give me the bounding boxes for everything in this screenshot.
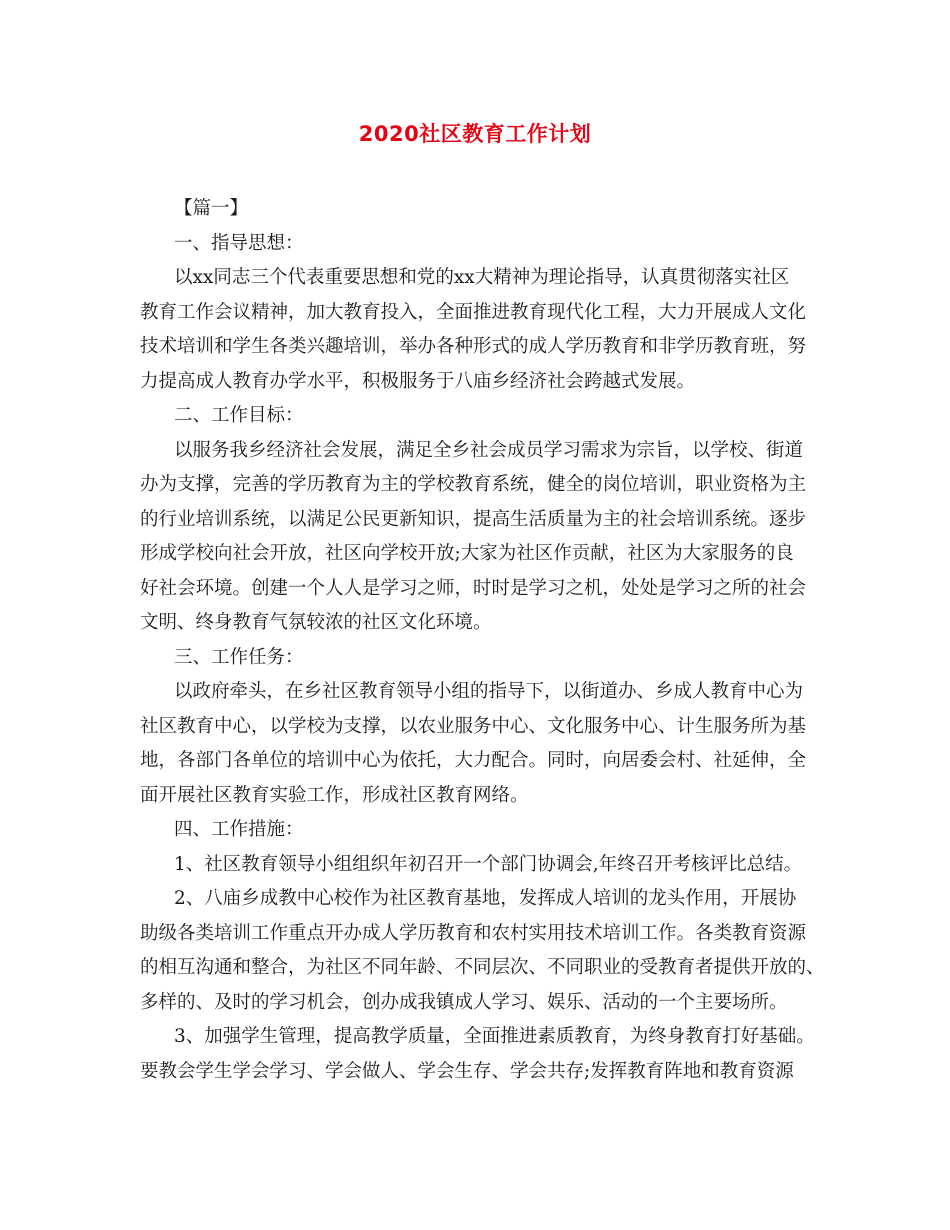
text-line: 技术培训和学生各类兴趣培训，举办各种形式的成人学历教育和非学历教育班，努 <box>140 336 807 357</box>
text-line: 好社会环境。创建一个人人是学习之师，时时是学习之机，处处是学习之所的社会 <box>140 577 807 599</box>
text-line: 力提高成人教育办学水平，积极服务于八庙乡经济社会跨越式发展。 <box>140 370 696 392</box>
document-body <box>140 192 825 1089</box>
text-line: 3、加强学生管理，提高教学质量，全面推进素质教育，为终身教育打好基础。 <box>174 1026 815 1047</box>
text-line: 一、指导思想： <box>174 232 304 254</box>
text-line: 教育工作会议精神，加大教育投入，全面推进教育现代化工程，大力开展成人文化 <box>140 301 807 323</box>
text-line: 助级各类培训工作重点开办成人学历教育和农村实用技术培训工作。各类教育资源 <box>140 922 807 944</box>
text-line: 面开展社区教育实验工作，形成社区教育网络。 <box>140 784 529 806</box>
text-line: 1、社区教育领导小组组织年初召开一个部门协调会,年终召开考核评比总结。 <box>174 853 803 875</box>
text-line: 2、八庙乡成教中心校作为社区教育基地，发挥成人培训的龙头作用，开展协 <box>174 888 797 909</box>
text-line: 以政府牵头，在乡社区教育领导小组的指导下，以街道办、乡成人教育中心为 <box>174 681 804 702</box>
document-title: 2020社区教育工作计划 <box>358 122 592 146</box>
text-line: 地，各部门各单位的培训中心为依托，大力配合。同时，向居委会村、社延伸，全 <box>140 750 807 771</box>
text-line: 【篇一】 <box>174 198 249 219</box>
text-line: 二、工作目标： <box>174 405 304 426</box>
text-line: 办为支撑，完善的学历教育为主的学校教育系统，健全的岗位培训，职业资格为主 <box>140 474 807 495</box>
text-line: 的行业培训系统，以满足公民更新知识，提高生活质量为主的社会培训系统。逐步 <box>140 508 807 530</box>
text-line: 以xx同志三个代表重要思想和党的xx大精神为理论指导，认真贯彻落实社区 <box>174 267 790 288</box>
text-line: 社区教育中心，以学校为支撑，以农业服务中心、文化服务中心、计生服务所为基 <box>140 715 807 737</box>
text-line: 的相互沟通和整合，为社区不同年龄、不同层次、不同职业的受教育者提供开放的、 <box>140 957 825 978</box>
text-line: 多样的、及时的学习机会，创办成我镇成人学习、娱乐、活动的一个主要场所。 <box>140 991 788 1013</box>
text-line: 形成学校向社会开放，社区向学校开放;大家为社区作贡献，社区为大家服务的良 <box>140 543 794 564</box>
text-line: 文明、终身教育气氛较浓的社区文化环境。 <box>140 612 492 633</box>
text-line: 以服务我乡经济社会发展，满足全乡社会成员学习需求为宗旨，以学校、街道 <box>174 439 804 461</box>
text-line: 四、工作措施： <box>174 819 304 840</box>
text-line: 三、工作任务： <box>174 646 304 668</box>
text-line: 要教会学生学会学习、学会做人、学会生存、学会共存;发挥教育阵地和教育资源 <box>140 1060 794 1082</box>
